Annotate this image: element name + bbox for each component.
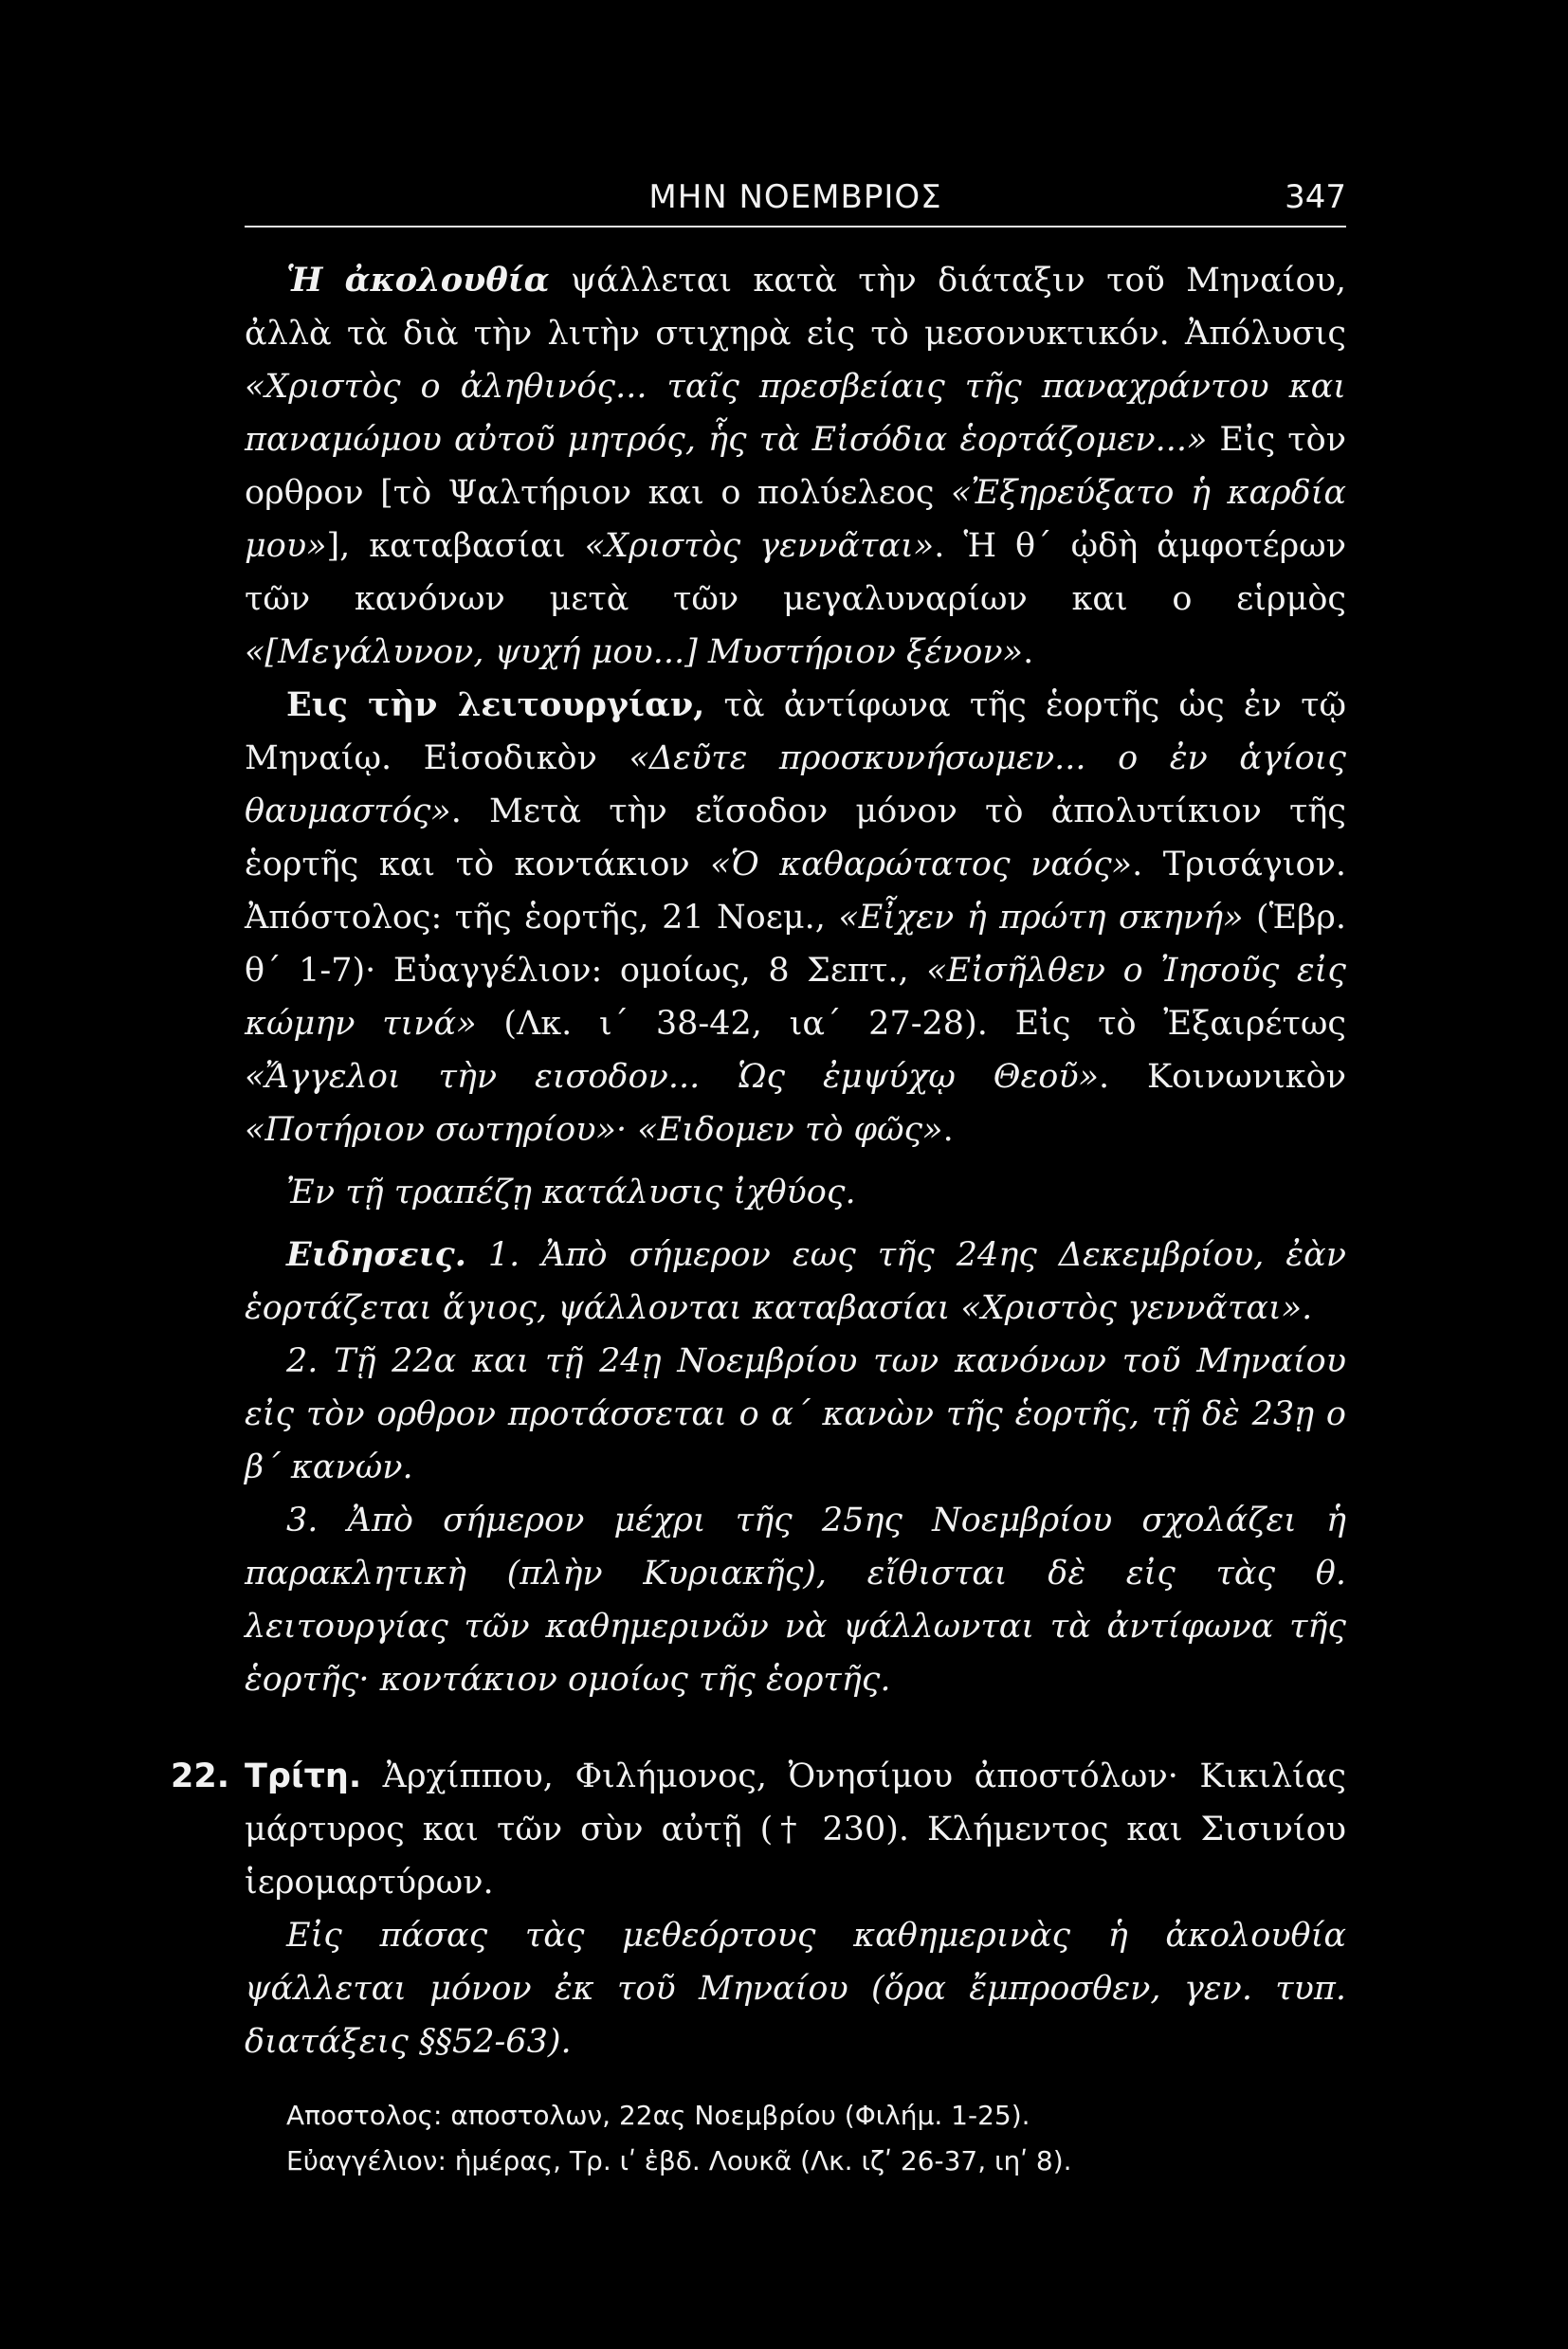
evangelion-reading: Εὐαγγέλιον: ἡμέρας, Τρ. ιʹ ἑβδ. Λουκᾶ (Λκ. ιζʹ 26-37, ιηʹ 8).: [286, 2145, 1072, 2176]
day-22-entry: [171, 1750, 1346, 1909]
eisodikon-quote: «Δεῦτε προσκυνήσωμεν... ο ἐν ἁγίοις θαυμαστός»: [245, 739, 1346, 830]
liturgy-text-4: (Ἑβρ. θ΄ 1-7)· Εὐαγγέλιον: ομοίως, 8 Σεπτ.,: [245, 899, 1346, 990]
liturgy-text-7: .: [942, 1111, 954, 1149]
christos-quote: «Χριστὸς γεννᾶται»: [584, 527, 935, 565]
liturgy-paragraph: [245, 679, 1346, 1156]
book-page: [171, 169, 1347, 2184]
day-22-saints: Ἀρχίππου, Φιλήμονος, Ὀνησίμου ἀποστόλων· Κικιλίας μάρτυρος και τῶν σὺν αὐτῇ († 230). Κλήμεντος και Σισινίου ἱερομαρτύρων.: [245, 1757, 1346, 1902]
akolouthia-text-4: . Ἡ θ΄ ᾠδὴ ἀμφοτέρων τῶν κανόνων μετὰ τῶν μεγαλυναρίων και ο εἱρμὸς: [245, 527, 1346, 618]
page-number: 347: [1285, 178, 1346, 216]
day-22-note: Εἰς πάσας τὰς μεθεόρτους καθημερινὰς ἡ ἀκολουθία ψάλλεται μόνον ἐκ τοῦ Μηναίου (ὅρα ἔμπροσθεν, γεν. τυπ. διατάξεις §§52-63).: [245, 1917, 1346, 2061]
day-number: 22.: [171, 1757, 230, 1795]
exereuxato-quote: «Ἐξηρεύξατο ἡ καρδία μου»: [245, 474, 1346, 565]
liturgy-text-6: . Κοινωνικὸν: [1099, 1058, 1346, 1096]
day-weekday: Τρίτη.: [245, 1757, 362, 1795]
apolysis-quote: «Χριστὸς ο ἀληθινός... ταῖς πρεσβείαις τῆς παναχράντου και παναμώμου αὐτοῦ μητρός, ἧς τὰ Εἰσόδια ἑορτάζομεν...»: [245, 368, 1346, 459]
liturgy-lead: Εις τὴν λειτουργίαν,: [286, 685, 705, 724]
liturgy-text-2: . Μετὰ τὴν εἴσοδον μόνον τὸ ἀπολυτίκιον τῆς ἑορτῆς και τὸ κοντάκιον: [245, 792, 1346, 883]
notices-lead: Ειδησεις.: [286, 1235, 466, 1274]
liturgy-text-1: τὰ ἀντίφωνα τῆς ἑορτῆς ὡς ἐν τῷ Μηναίῳ. Εἰσοδικὸν: [245, 686, 1346, 777]
liturgy-text-5: (Λκ. ι΄ 38-42, ια΄ 27-28). Εἰς τὸ Ἐξαιρέτως: [476, 1005, 1346, 1043]
notice-2: 2. Τῇ 22α και τῇ 24ῃ Νοεμβρίου των κανόνων τοῦ Μηναίου εἰς τὸν ορθρον προτάσσεται ο α΄ κανὼν τῆς ἑορτῆς, τῇ δὲ 23ῃ ο β΄ κανών.: [245, 1342, 1346, 1486]
running-header: [245, 169, 1346, 228]
akolouthia-paragraph: [245, 254, 1346, 679]
trapeza-note: Ἐν τῇ τραπέζῃ κατάλυσις ἰχθύος.: [286, 1174, 856, 1211]
angeloi-quote: «Ἄγγελοι τὴν εισοδον... Ὡς ἐμψύχῳ Θεοῦ»: [245, 1058, 1100, 1096]
notice-3: 3. Ἀπὸ σήμερον μέχρι τῆς 25ης Νοεμβρίου σχολάζει ἡ παρακλητικὴ (πλὴν Κυριακῆς), εἴθισται δὲ εἰς τὰς θ. λειτουργίας τῶν καθημερινῶν νὰ ψάλλωνται τὰ ἀντίφωνα τῆς ἑορτῆς· κοντάκιον ομοίως τῆς ἑορτῆς.: [245, 1502, 1346, 1699]
akolouthia-text-3: ], καταβασίαι: [326, 527, 585, 565]
akolouthia-text-5: .: [1023, 633, 1034, 671]
akolouthia-text-1: ψάλλεται κατὰ τὴν διάταξιν τοῦ Μηναίου, ἀλλὰ τὰ διὰ τὴν λιτὴν στιχηρὰ εἰς τὸ μεσονυκτικόν. Ἀπόλυσις: [245, 262, 1346, 353]
apostolos-reading: Αποστολος: αποστολων, 22ας Νοεμβρίου (Φιλήμ. 1-25).: [286, 2100, 1030, 2131]
readings-block: [286, 2093, 1346, 2184]
liturgy-text-3: . Τρισάγιον. Ἀπόστολος: τῆς ἑορτῆς, 21 Νοεμ.,: [245, 846, 1346, 937]
poterion-quote: «Ποτήριον σωτηρίου»· «Ειδομεν τὸ φῶς»: [245, 1111, 943, 1149]
eiselthen-quote: «Εἰσῆλθεν ο Ἰησοῦς εἰς κώμην τινά»: [245, 952, 1346, 1043]
kontakion-quote: «Ὁ καθαρώτατος ναός»: [710, 846, 1133, 883]
running-title: ΜΗΝ ΝΟΕΜΒΡΙΟΣ: [648, 178, 942, 216]
notice-1: [245, 1229, 1346, 1335]
notice-1-text: 1. Ἀπὸ σήμερον εως τῆς 24ης Δεκεμβρίου, ἐὰν ἑορτάζεται ἅγιος, ψάλλονται καταβασίαι «Χριστὸς γεννᾶται».: [245, 1236, 1346, 1327]
akolouthia-text-2: Εἰς τὸν ορθρον [τὸ Ψαλτήριον και ο πολύελεος: [245, 421, 1347, 512]
eichen-quote: «Εἶχεν ἡ πρώτη σκηνή»: [838, 899, 1244, 937]
akolouthia-lead: Ἡ ἀκολουθία: [286, 261, 550, 300]
megalynon-quote: «[Μεγάλυνον, ψυχή μου...] Μυστήριον ξένον»: [245, 633, 1024, 671]
